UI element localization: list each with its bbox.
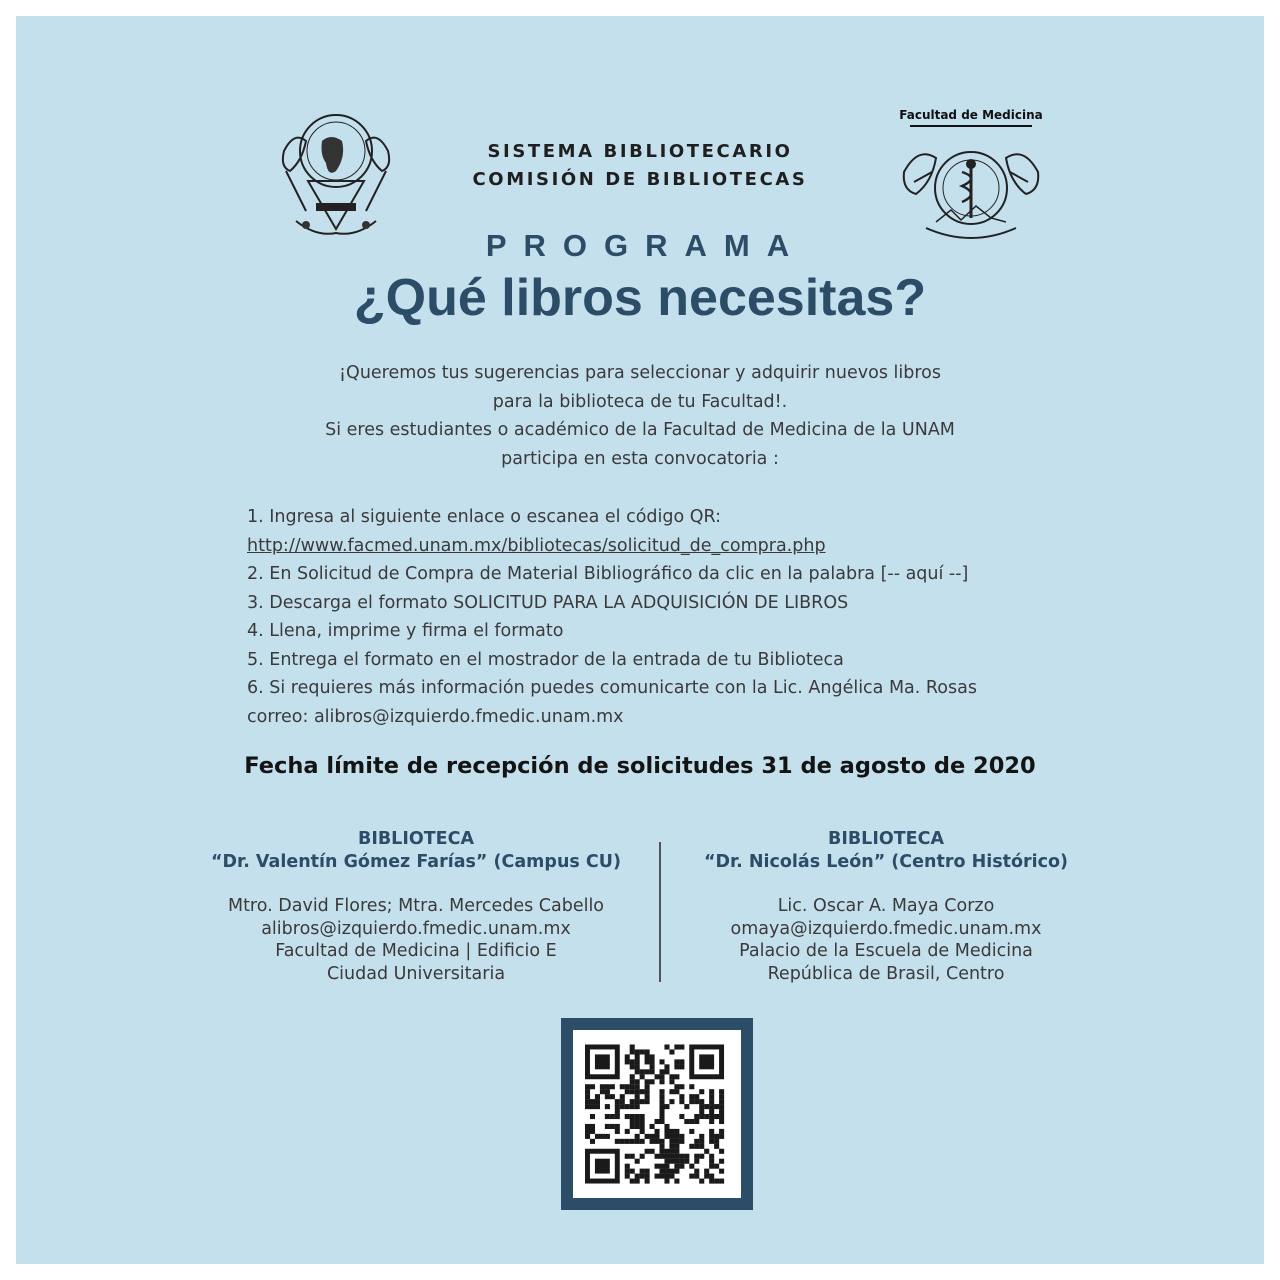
intro-line: participa en esta convocatoria : [501, 448, 779, 469]
step-3: 3. Descarga el formato SOLICITUD PARA LA ADQUISICIÓN DE LIBROS [247, 592, 849, 613]
header-line-1: SISTEMA BIBLIOTECARIO [487, 141, 793, 162]
qr-code-icon[interactable] [585, 1044, 729, 1184]
intro-line: ¡Queremos tus sugerencias para seleccionar y adquirir nuevos libros [339, 363, 941, 383]
qr-code-frame [561, 1018, 753, 1210]
library-name: “Dr. Valentín Gómez Farías” (Campus CU) [211, 851, 621, 872]
poster [16, 16, 1264, 1264]
library-address-1: Palacio de la Escuela de Medicina [739, 941, 1033, 961]
facultad-label-rule [910, 125, 1032, 127]
library-address-2: Ciudad Universitaria [326, 963, 506, 984]
library-contact: Mtro. David Flores; Mtra. Mercedes Cabello [227, 896, 605, 916]
step-2: 2. En Solicitud de Compra de Material Bibliográfico da clic en la palabra [-- aquí --] [247, 564, 969, 584]
library-heading: BIBLIOTECA [357, 829, 474, 849]
library-email: omaya@izquierdo.fmedic.unam.mx [730, 918, 1042, 939]
steps-list [247, 503, 977, 731]
page-title: ¿Qué libros necesitas? [353, 269, 927, 327]
intro-line: Si eres estudiantes o académico de la Facultad de Medicina de la UNAM [325, 420, 955, 440]
step-6: 6. Si requieres más información puedes comunicarte con la Lic. Angélica Ma. Rosas [247, 678, 977, 698]
qr-code-background [573, 1030, 741, 1198]
spacer [176, 873, 656, 895]
library-heading: BIBLIOTECA [827, 829, 944, 849]
library-address-1: Facultad de Medicina | Edificio E [275, 941, 557, 961]
step-1: 1. Ingresa al siguiente enlace o escanea el código QR: [247, 507, 722, 527]
library-right [646, 828, 1126, 985]
library-address-2: República de Brasil, Centro [767, 963, 1005, 984]
library-email: alibros@izquierdo.fmedic.unam.mx [261, 918, 571, 939]
facultad-medicina-logo [896, 108, 1046, 248]
program-label: PROGRAMA [485, 228, 807, 263]
request-form-link[interactable]: http://www.facmed.unam.mx/bibliotecas/solicitud_de_compra.php [247, 535, 826, 556]
header-line-2: COMISIÓN DE BIBLIOTECAS [472, 169, 808, 190]
library-left [176, 828, 656, 985]
intro-line: para la biblioteca de tu Facultad!. [492, 391, 788, 412]
spacer [646, 873, 1126, 895]
library-name: “Dr. Nicolás León” (Centro Histórico) [703, 851, 1069, 872]
deadline-notice: Fecha límite de recepción de solicitudes 31 de agosto de 2020 [244, 753, 1036, 779]
step-4: 4. Llena, imprime y firma el formato [247, 621, 564, 641]
facultad-label: Facultad de Medicina [899, 108, 1043, 122]
library-contact: Lic. Oscar A. Maya Corzo [777, 896, 995, 916]
intro-paragraph [16, 359, 1264, 473]
step-6-email: correo: alibros@izquierdo.fmedic.unam.mx [247, 706, 624, 727]
step-5: 5. Entrega el formato en el mostrador de la entrada de tu Biblioteca [247, 649, 844, 670]
